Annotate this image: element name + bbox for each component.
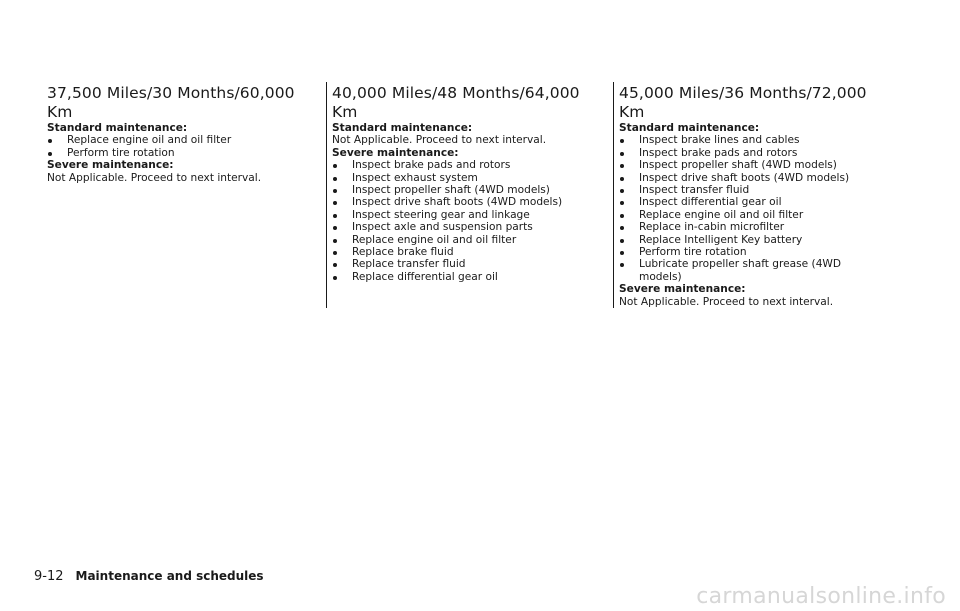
standard-maintenance-list: [619, 134, 881, 283]
standard-maintenance-label: Standard maintenance:: [332, 122, 473, 134]
list-item: Inspect propeller shaft (4WD models): [332, 184, 594, 196]
list-item: Replace engine oil and oil filter: [47, 134, 309, 146]
list-item: Inspect drive shaft boots (4WD models): [332, 196, 594, 208]
list-item: Perform tire rotation: [47, 147, 309, 159]
list-item: Replace in-cabin microfilter: [619, 221, 881, 233]
watermark: carmanualsonline.info: [696, 584, 946, 609]
list-item: Inspect brake pads and rotors: [619, 147, 881, 159]
list-item: Inspect steering gear and linkage: [332, 209, 594, 221]
standard-maintenance-label: Standard maintenance:: [619, 122, 760, 134]
list-item: Inspect propeller shaft (4WD models): [619, 159, 881, 171]
list-item: Inspect brake lines and cables: [619, 134, 881, 146]
page-footer: [34, 569, 264, 584]
severe-maintenance-label: Severe maintenance:: [619, 283, 746, 296]
list-item: Replace Intelligent Key battery: [619, 234, 881, 246]
list-item: Inspect brake pads and rotors: [332, 159, 594, 171]
severe-maintenance-list: [332, 159, 594, 283]
column-divider: [613, 82, 614, 308]
list-item: Replace engine oil and oil filter: [332, 234, 594, 246]
severe-maintenance-text: Not Applicable. Proceed to next interval.: [47, 171, 262, 184]
interval-column-45000: [619, 84, 881, 308]
severe-maintenance-text: Not Applicable. Proceed to next interval.: [619, 295, 834, 308]
list-item: Inspect drive shaft boots (4WD models): [619, 172, 881, 184]
list-item: Replace engine oil and oil filter: [619, 209, 881, 221]
page-number: 9-12: [34, 569, 64, 584]
interval-heading: 40,000 Miles/48 Months/64,000 Km: [332, 84, 580, 121]
list-item: Inspect transfer fluid: [619, 184, 881, 196]
interval-heading: 45,000 Miles/36 Months/72,000 Km: [619, 84, 867, 121]
severe-maintenance-label: Severe maintenance:: [332, 146, 459, 159]
list-item: Replace transfer fluid: [332, 258, 594, 270]
interval-heading: 37,500 Miles/30 Months/60,000 Km: [47, 84, 295, 121]
interval-column-40000: [332, 84, 594, 283]
list-item: Perform tire rotation: [619, 246, 881, 258]
column-divider: [326, 82, 327, 308]
list-item: Replace brake fluid: [332, 246, 594, 258]
list-item: Lubricate propeller shaft grease (4WD models): [619, 258, 881, 283]
standard-maintenance-list: [47, 134, 309, 159]
standard-maintenance-text: Not Applicable. Proceed to next interval.: [332, 134, 547, 147]
section-title: Maintenance and schedules: [75, 569, 264, 583]
list-item: Replace differential gear oil: [332, 271, 594, 283]
list-item: Inspect exhaust system: [332, 172, 594, 184]
severe-maintenance-label: Severe maintenance:: [47, 159, 174, 172]
standard-maintenance-label: Standard maintenance:: [47, 122, 188, 134]
interval-column-37500: [47, 84, 309, 184]
list-item: Inspect axle and suspension parts: [332, 221, 594, 233]
list-item: Inspect differential gear oil: [619, 196, 881, 208]
